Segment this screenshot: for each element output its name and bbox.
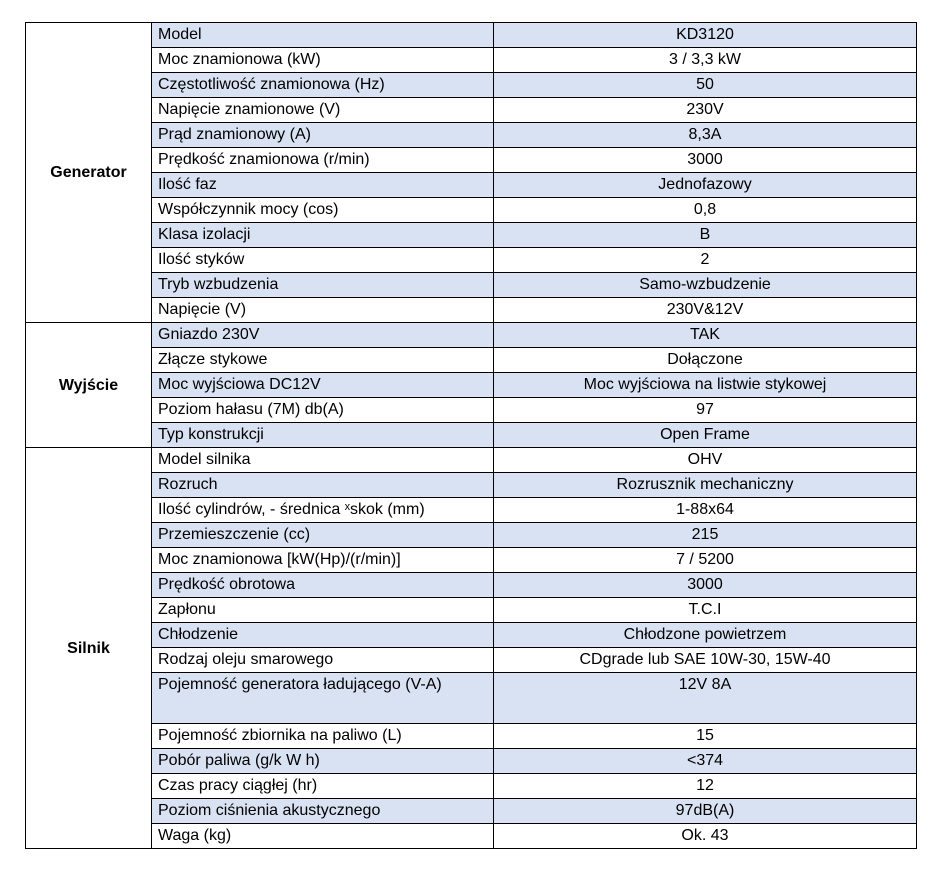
param-value: 12V 8A [494,673,917,724]
table-row [26,573,917,598]
param-label: Zapłonu [152,598,494,623]
param-value: 0,8 [494,198,917,223]
table-row [26,98,917,123]
param-value: Samo-wzbudzenie [494,273,917,298]
param-label: Współczynnik mocy (cos) [152,198,494,223]
param-value: <374 [494,749,917,774]
param-label: Prędkość obrotowa [152,573,494,598]
param-value: 50 [494,73,917,98]
table-row [26,473,917,498]
param-value: 230V&12V [494,298,917,323]
table-row [26,323,917,348]
group-generator: Generator [26,23,152,323]
param-label: Model [152,23,494,48]
param-value: Moc wyjściowa na listwie stykowej [494,373,917,398]
param-label: Napięcie (V) [152,298,494,323]
param-value: Rozrusznik mechaniczny [494,473,917,498]
param-value: 12 [494,774,917,799]
param-value: 8,3A [494,123,917,148]
table-row [26,248,917,273]
table-row [26,598,917,623]
param-label: Złącze stykowe [152,348,494,373]
param-label: Pojemność generatora ładującego (V-A) [152,673,494,724]
param-value: Chłodzone powietrzem [494,623,917,648]
group-output: Wyjście [26,323,152,448]
table-row [26,623,917,648]
spec-table-body [26,23,917,849]
param-value: 215 [494,523,917,548]
table-row [26,398,917,423]
table-row [26,23,917,48]
param-label: Pojemność zbiornika na paliwo (L) [152,724,494,749]
table-row [26,148,917,173]
param-label: Częstotliwość znamionowa (Hz) [152,73,494,98]
param-label: Poziom ciśnienia akustycznego [152,799,494,824]
param-label: Rozruch [152,473,494,498]
param-label: Ilość faz [152,173,494,198]
table-row [26,448,917,473]
param-label: Rodzaj oleju smarowego [152,648,494,673]
param-value: 230V [494,98,917,123]
param-value: 97dB(A) [494,799,917,824]
param-value: Jednofazowy [494,173,917,198]
param-label: Ilość styków [152,248,494,273]
param-value: KD3120 [494,23,917,48]
param-value: Dołączone [494,348,917,373]
param-label: Moc znamionowa [kW(Hp)/(r/min)] [152,548,494,573]
param-value: 3000 [494,573,917,598]
table-row [26,799,917,824]
param-value: 97 [494,398,917,423]
param-value: 3 / 3,3 kW [494,48,917,73]
table-row [26,724,917,749]
param-value: 7 / 5200 [494,548,917,573]
param-value: 3000 [494,148,917,173]
param-value: 15 [494,724,917,749]
param-value: 1-88x64 [494,498,917,523]
param-value: Open Frame [494,423,917,448]
table-row [26,648,917,673]
table-row [26,548,917,573]
table-row [26,498,917,523]
table-row [26,198,917,223]
param-label: Moc wyjściowa DC12V [152,373,494,398]
param-value: CDgrade lub SAE 10W-30, 15W-40 [494,648,917,673]
table-row [26,48,917,73]
table-row [26,824,917,849]
table-row [26,273,917,298]
param-value: B [494,223,917,248]
table-row [26,348,917,373]
table-row [26,523,917,548]
spec-table [25,22,917,849]
table-row [26,673,917,724]
param-value: 2 [494,248,917,273]
table-row [26,123,917,148]
table-row [26,423,917,448]
table-row [26,774,917,799]
param-label: Waga (kg) [152,824,494,849]
table-row [26,749,917,774]
param-label: Moc znamionowa (kW) [152,48,494,73]
param-label: Napięcie znamionowe (V) [152,98,494,123]
param-value: T.C.I [494,598,917,623]
param-label: Ilość cylindrów, - średnica ˣskok (mm) [152,498,494,523]
param-label: Chłodzenie [152,623,494,648]
param-label: Przemieszczenie (cc) [152,523,494,548]
table-row [26,173,917,198]
param-label: Tryb wzbudzenia [152,273,494,298]
table-row [26,223,917,248]
table-row [26,298,917,323]
param-value: OHV [494,448,917,473]
table-row [26,373,917,398]
group-engine: Silnik [26,448,152,849]
param-label: Prąd znamionowy (A) [152,123,494,148]
param-label: Klasa izolacji [152,223,494,248]
param-label: Model silnika [152,448,494,473]
table-row [26,73,917,98]
param-label: Prędkość znamionowa (r/min) [152,148,494,173]
param-label: Gniazdo 230V [152,323,494,348]
param-label: Czas pracy ciągłej (hr) [152,774,494,799]
param-label: Typ konstrukcji [152,423,494,448]
param-label: Poziom hałasu (7M) db(A) [152,398,494,423]
param-value: TAK [494,323,917,348]
param-label: Pobór paliwa (g/k W h) [152,749,494,774]
param-value: Ok. 43 [494,824,917,849]
